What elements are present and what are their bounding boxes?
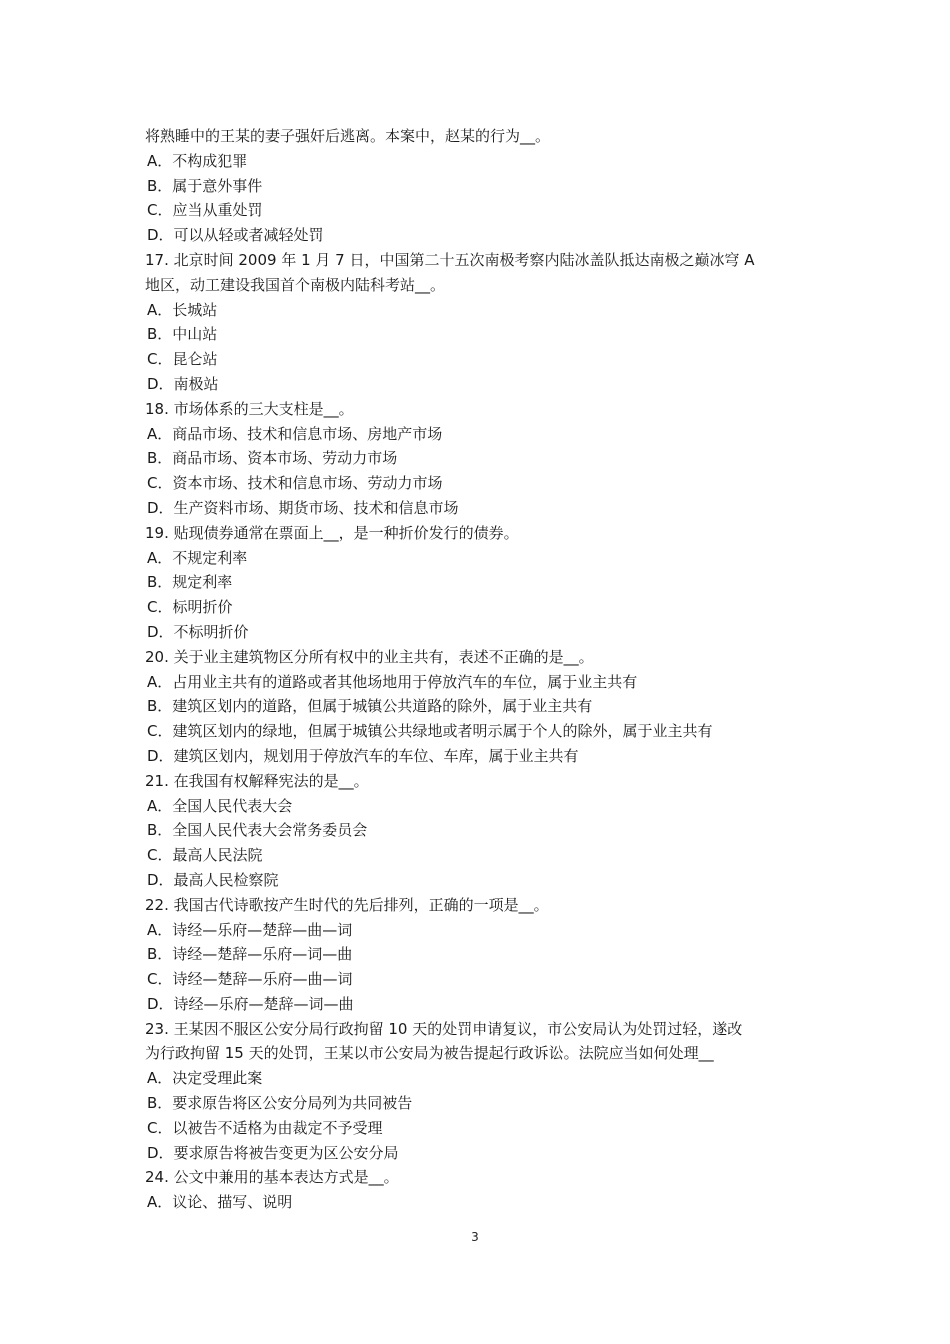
question-text: 20. 关于业主建筑物区分所有权中的业主共有，表述不正确的是__。: [145, 647, 594, 666]
answer-option: B．中山站: [147, 325, 218, 344]
question-text: 18. 市场体系的三大支柱是__。: [145, 399, 354, 418]
question-text: 24. 公文中兼用的基本表达方式是__。: [145, 1168, 399, 1187]
answer-option: D．南极站: [147, 374, 219, 393]
answer-option: D．不标明折价: [147, 622, 249, 641]
answer-option: D．最高人民检察院: [147, 870, 279, 889]
answer-option: D．要求原告将被告变更为区公安分局: [147, 1143, 399, 1162]
answer-option: A．占用业主共有的道路或者其他场地用于停放汽车的车位，属于业主共有: [147, 672, 638, 691]
answer-option: C．昆仑站: [147, 350, 218, 369]
answer-option: C．应当从重处罚: [147, 201, 263, 220]
answer-option: D．诗经—乐府—楚辞—词—曲: [147, 994, 354, 1013]
question-text: 19. 贴现债券通常在票面上__，是一种折价发行的债券。: [145, 523, 519, 542]
answer-option: C．以被告不适格为由裁定不予受理: [147, 1118, 383, 1137]
answer-option: B．规定利率: [147, 573, 233, 592]
answer-option: D．建筑区划内，规划用于停放汽车的车位、车库，属于业主共有: [147, 746, 579, 765]
answer-option: B．要求原告将区公安分局列为共同被告: [147, 1094, 413, 1113]
question-text: 23. 王某因不服区公安分局行政拘留 10 天的处罚申请复议，市公安局认为处罚过轻，遂改: [145, 1019, 743, 1038]
text-line: 将熟睡中的王某的妻子强奸后逃离。本案中，赵某的行为__。: [145, 127, 551, 145]
answer-option: A．诗经—乐府—楚辞—曲—词: [147, 920, 353, 939]
answer-option: D．可以从轻或者减轻处罚: [147, 226, 324, 245]
answer-option: A．不规定利率: [147, 548, 248, 567]
answer-option: A．决定受理此案: [147, 1069, 263, 1088]
answer-option: B．全国人民代表大会常务委员会: [147, 821, 368, 840]
page-number: 3: [471, 1230, 479, 1244]
answer-option: B．商品市场、资本市场、劳动力市场: [147, 449, 398, 468]
answer-option: C．诗经—楚辞—乐府—曲—词: [147, 970, 353, 989]
question-text: 17. 北京时间 2009 年 1 月 7 日，中国第二十五次南极考察内陆冰盖队抵达南极之巅冰穹 A: [145, 250, 755, 269]
text-line: 为行政拘留 15 天的处罚，王某以市公安局为被告提起行政诉讼。法院应当如何处理__: [145, 1044, 714, 1063]
answer-option: D．生产资料市场、期货市场、技术和信息市场: [147, 498, 459, 517]
text-line: 地区，动工建设我国首个南极内陆科考站__。: [145, 275, 446, 294]
answer-option: B．诗经—楚辞—乐府—词—曲: [147, 945, 353, 964]
question-text: 22. 我国古代诗歌按产生时代的先后排列，正确的一项是__。: [145, 895, 549, 914]
answer-option: A．全国人民代表大会: [147, 796, 293, 815]
answer-option: C．最高人民法院: [147, 846, 263, 865]
answer-option: C．资本市场、技术和信息市场、劳动力市场: [147, 474, 443, 493]
question-text: 21. 在我国有权解释宪法的是__。: [145, 771, 369, 790]
page-content: [145, 124, 820, 1215]
answer-option: A．商品市场、技术和信息市场、房地产市场: [147, 424, 443, 443]
answer-option: A．议论、描写、说明: [147, 1193, 293, 1212]
answer-option: C．标明折价: [147, 598, 233, 617]
answer-option: B．建筑区划内的道路，但属于城镇公共道路的除外，属于业主共有: [147, 697, 593, 716]
answer-option: B．属于意外事件: [147, 176, 263, 195]
answer-option: C．建筑区划内的绿地，但属于城镇公共绿地或者明示属于个人的除外，属于业主共有: [147, 722, 713, 741]
answer-option: A．长城站: [147, 300, 218, 319]
answer-option: A．不构成犯罪: [147, 151, 248, 170]
